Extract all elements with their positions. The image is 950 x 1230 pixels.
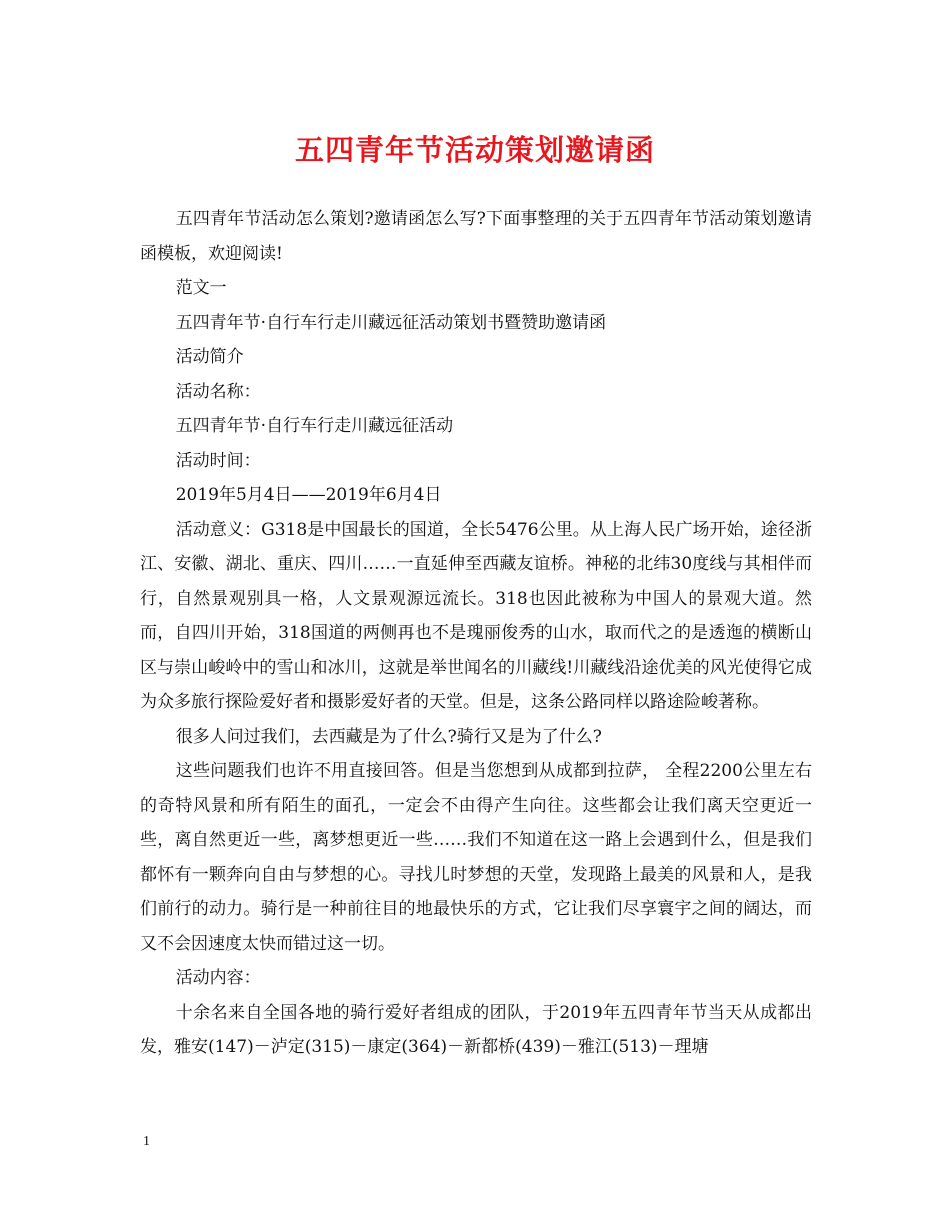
activity-significance-paragraph: 活动意义：G318是中国最长的国道，全长5476公里。从上海人民广场开始，途径浙江、安徽、湖北、重庆、四川……一直延伸至西藏友谊桥。神秘的北纬30度线与其相伴而行，自然景观别具一格，人文景观源远流长。318也因此被称为中国人的景观大道。然而，自四川开始，318国道的两侧再也不是瑰丽俊秀的山水，取而代之的是透迤的横断山区与崇山峻岭中的雪山和冰川，这就是举世闻名的川藏线!川藏线沿途优美的风光使得它成为众多旅行探险爱好者和摄影爱好者的天堂。但是，这条公路同样以路途险峻著称。 [140, 519, 812, 712]
sample-title: 五四青年节·自行车行走川藏远征活动策划书暨赞助邀请函 [175, 312, 607, 333]
section-heading: 活动简介 [175, 347, 244, 367]
sample-heading: 范文一 [175, 278, 227, 298]
activity-time-value: 2019年5月4日——2019年6月4日 [175, 485, 442, 505]
intro-paragraph: 五四青年节活动怎么策划?邀请函怎么写?下面事整理的关于五四青年节活动策划邀请函模板，欢迎阅读! [140, 209, 812, 264]
activity-name-label: 活动名称： [175, 381, 261, 402]
activity-content-paragraph: 十余名来自全国各地的骑行爱好者组成的团队，于2019年五四青年节当天从成都出发，雅安(147)－泸定(315)－康定(364)－新都桥(439)－雅江(513)－理塘 [140, 1002, 812, 1057]
document-title: 五四青年节活动策划邀请函 [294, 133, 655, 167]
question-paragraph: 很多人问过我们，去西藏是为了什么?骑行又是为了什么? [175, 726, 602, 747]
activity-name-value: 五四青年节·自行车行走川藏远征活动 [175, 416, 454, 436]
page-number: 1 [143, 1134, 150, 1149]
answer-paragraph: 这些问题我们也许不用直接回答。但是当您想到从成都到拉萨， 全程2200公里左右的奇特风景和所有陌生的面孔，一定会不由得产生向往。这些都会让我们离天空更近一些，离自然更近一些，离梦想更近一些……我们不知道在这一路上会遇到什么，但是我们都怀有一颗奔向自由与梦想的心。寻找儿时梦想的天堂，发现路上最美的风景和人，是我们前行的动力。骑行是一种前往目的地最快乐的方式，它让我们尽享寰宇之间的阔达，而又不会因速度太快而错过这一切。 [140, 761, 812, 954]
activity-time-label: 活动时间： [175, 450, 261, 471]
activity-content-label: 活动内容： [175, 968, 261, 988]
document-body [140, 202, 812, 1065]
